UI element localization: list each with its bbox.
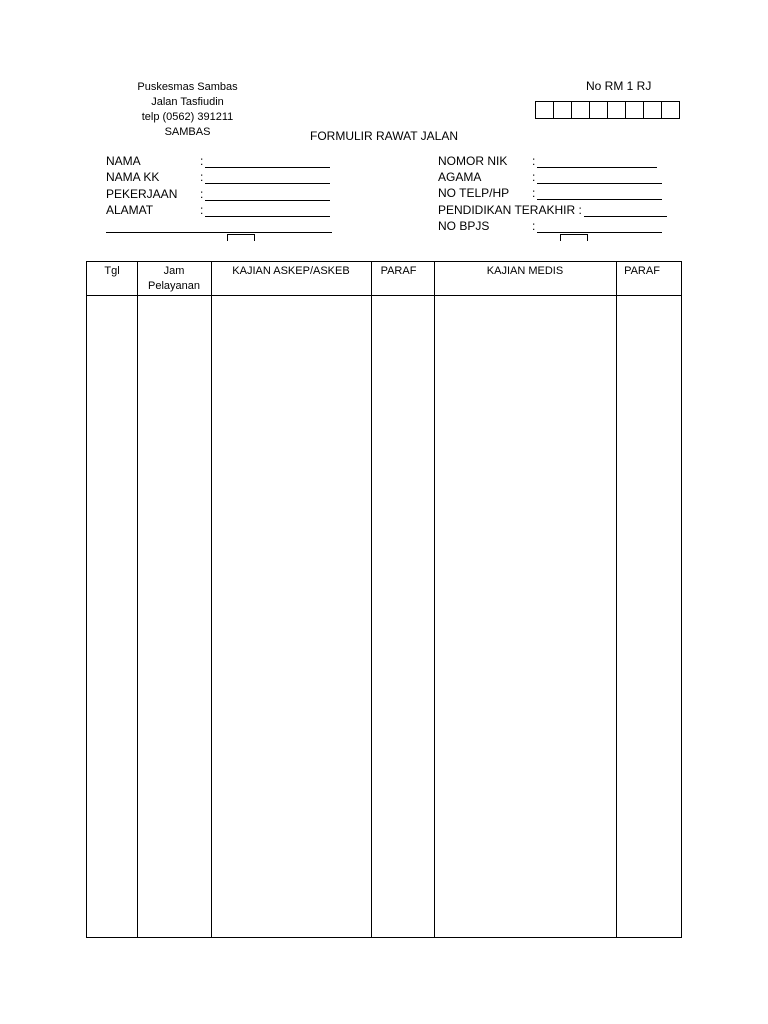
field-colon: :	[532, 154, 536, 168]
field-label-no-bpjs: NO BPJS	[438, 219, 490, 233]
clinic-name: Puskesmas Sambas	[137, 81, 238, 93]
header-label: PARAF	[624, 265, 660, 277]
header-label: Pelayanan	[148, 280, 200, 292]
column-divider	[434, 262, 435, 937]
clinic-header	[100, 80, 275, 140]
column-divider	[137, 262, 138, 937]
record-number-box[interactable]	[536, 102, 554, 118]
record-number-label: No RM 1 RJ	[586, 79, 652, 93]
field-label-nama: NAMA	[106, 154, 141, 168]
record-number-box[interactable]	[572, 102, 590, 118]
field-colon: :	[532, 170, 536, 184]
field-label-agama: AGAMA	[438, 170, 482, 184]
service-table	[86, 261, 682, 938]
agama-field[interactable]	[537, 183, 662, 184]
nomor-nik-field[interactable]	[537, 167, 657, 168]
field-label-nomor-nik: NOMOR NIK	[438, 154, 508, 168]
no-bpjs-field[interactable]	[537, 232, 662, 233]
field-colon: :	[532, 219, 536, 233]
header-paraf-2	[616, 264, 668, 279]
header-tgl	[87, 264, 137, 279]
record-number-box[interactable]	[662, 102, 679, 118]
field-colon: :	[200, 187, 204, 201]
field-label-nama-kk: NAMA KK	[106, 170, 160, 184]
header-label: KAJIAN ASKEP/ASKEB	[232, 265, 350, 277]
small-box	[227, 234, 255, 241]
header-kajian-askep	[211, 264, 371, 279]
pekerjaan-field[interactable]	[205, 200, 330, 201]
pendidikan-field[interactable]	[584, 216, 667, 217]
alamat-field[interactable]	[205, 216, 330, 217]
record-number-box[interactable]	[644, 102, 662, 118]
field-colon: :	[200, 154, 204, 168]
header-label: Tgl	[104, 265, 120, 277]
header-paraf-1	[371, 264, 426, 279]
column-divider	[211, 262, 212, 937]
header-divider	[87, 295, 681, 296]
column-divider	[616, 262, 617, 937]
nama-field[interactable]	[205, 167, 330, 168]
header-jam-pelayanan	[137, 264, 211, 294]
no-telp-field[interactable]	[537, 199, 662, 200]
alamat-field-line-2[interactable]	[106, 232, 332, 233]
record-number-box[interactable]	[590, 102, 608, 118]
clinic-city: SAMBAS	[164, 126, 211, 138]
small-box	[560, 234, 588, 241]
clinic-phone: telp (0562) 391211	[141, 111, 234, 123]
clinic-address: Jalan Tasfiudin	[151, 96, 224, 108]
form-title: FORMULIR RAWAT JALAN	[310, 129, 459, 143]
field-label-alamat: ALAMAT	[106, 203, 154, 217]
record-number-box[interactable]	[626, 102, 644, 118]
record-number-box[interactable]	[554, 102, 572, 118]
field-label-no-telp: NO TELP/HP	[438, 186, 510, 200]
header-kajian-medis	[434, 264, 616, 279]
field-colon: :	[532, 186, 536, 200]
header-label: KAJIAN MEDIS	[486, 265, 564, 277]
header-label: PARAF	[380, 265, 417, 277]
record-number-boxes[interactable]	[535, 101, 680, 119]
field-label-pekerjaan: PEKERJAAN	[106, 187, 178, 201]
field-colon: :	[200, 203, 204, 217]
field-label-pendidikan: PENDIDIKAN TERAKHIR :	[438, 203, 582, 217]
record-number-box[interactable]	[608, 102, 626, 118]
field-colon: :	[200, 170, 204, 184]
nama-kk-field[interactable]	[205, 183, 330, 184]
column-divider	[371, 262, 372, 937]
header-label: Jam	[163, 265, 185, 277]
